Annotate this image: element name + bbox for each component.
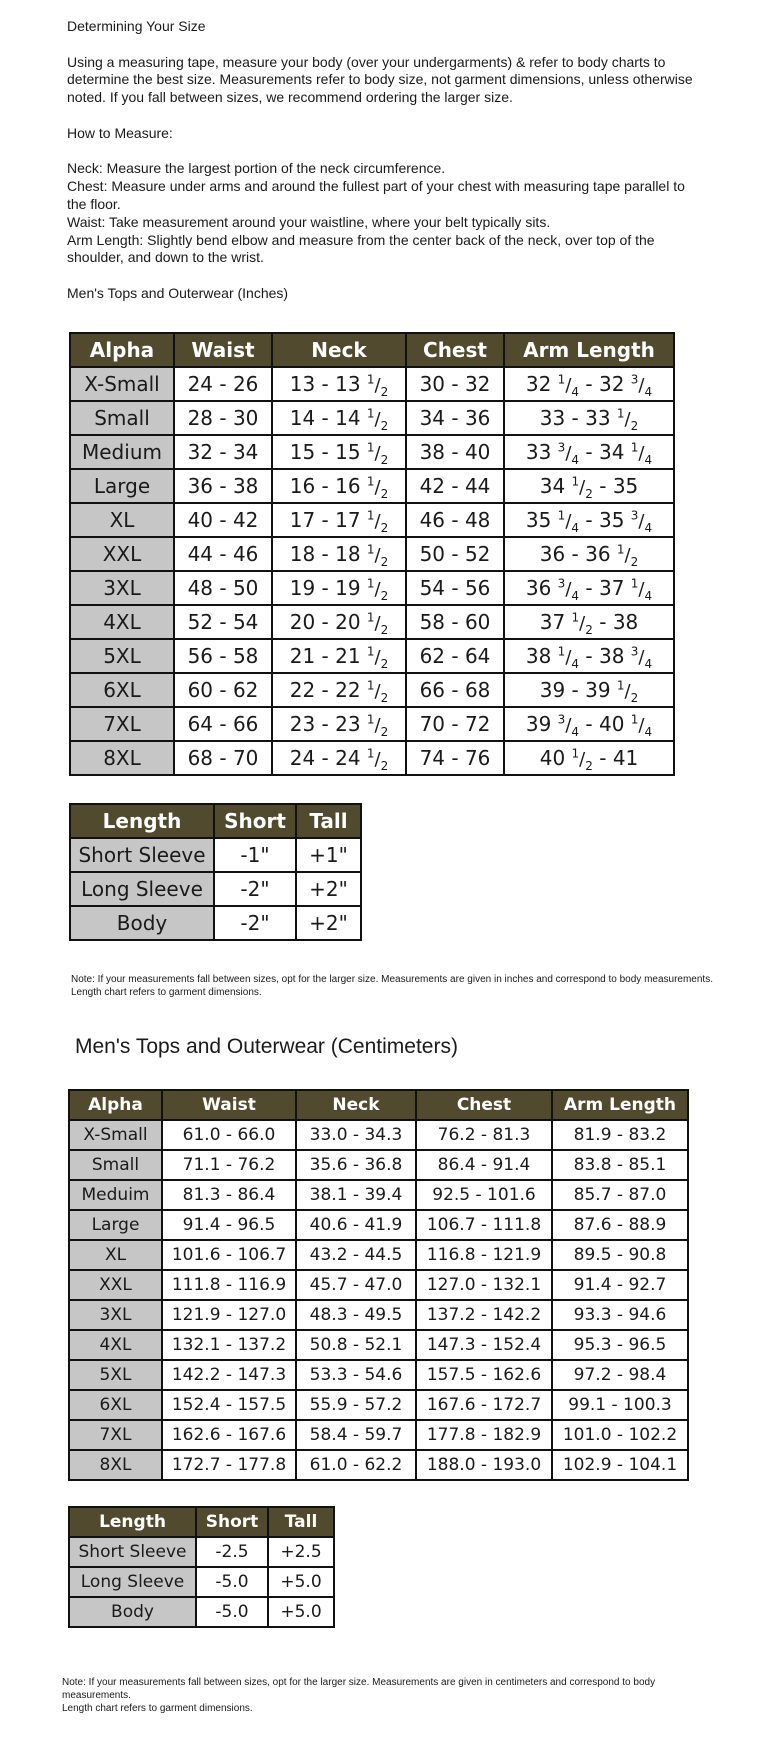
column-header: Tall (296, 804, 361, 838)
row-label: X-Small (69, 1120, 162, 1150)
row-label: XXL (70, 537, 174, 571)
row-label: 6XL (69, 1390, 162, 1420)
table-cell: 34 $^1/_2 - 35$ (504, 469, 674, 503)
table-cell: 40.6 - 41.9 (296, 1210, 416, 1240)
cm-length-table (68, 1506, 335, 1628)
column-header: Length (69, 1507, 196, 1537)
table-cell: 71.1 - 76.2 (162, 1150, 296, 1180)
how-to-measure-heading: How to Measure: (67, 124, 173, 141)
table-row (70, 571, 674, 605)
table-row (70, 906, 361, 940)
table-cell: 35 $^1/_4 - 35$ $^3/_4$ (504, 503, 674, 537)
table-cell: 172.7 - 177.8 (162, 1450, 296, 1480)
table-cell: 14 - 14 $^1/_2$ (272, 401, 406, 435)
table-cell: 40 $^1/_2 - 41$ (504, 741, 674, 775)
table-row (69, 1597, 334, 1627)
table-cell: 33 - 33 $^1/_2$ (504, 401, 674, 435)
table-cell: 89.5 - 90.8 (552, 1240, 688, 1270)
table-cell: 81.3 - 86.4 (162, 1180, 296, 1210)
table-cell: 167.6 - 172.7 (416, 1390, 552, 1420)
table-cell: 111.8 - 116.9 (162, 1270, 296, 1300)
table-cell: 38 $^1/_4 - 38$ $^3/_4$ (504, 639, 674, 673)
table-cell: 15 - 15 $^1/_2$ (272, 435, 406, 469)
table-row (69, 1180, 688, 1210)
table-cell: +2.5 (268, 1537, 334, 1567)
column-header: Short (196, 1507, 268, 1537)
inches-size-table (69, 332, 675, 776)
table-cell: 142.2 - 147.3 (162, 1360, 296, 1390)
table-cell: 61.0 - 62.2 (296, 1450, 416, 1480)
table-cell: 147.3 - 152.4 (416, 1330, 552, 1360)
row-label: Small (69, 1150, 162, 1180)
table-row (70, 367, 674, 401)
row-label: Meduim (69, 1180, 162, 1210)
table-cell: 54 - 56 (406, 571, 504, 605)
column-header: Alpha (70, 333, 174, 367)
row-label: Body (70, 906, 214, 940)
inches-chart-heading: Men's Tops and Outerwear (Inches) (67, 284, 289, 301)
table-row (70, 639, 674, 673)
table-cell: 99.1 - 100.3 (552, 1390, 688, 1420)
row-label: XL (70, 503, 174, 537)
table-cell: 19 - 19 $^1/_2$ (272, 571, 406, 605)
table-cell: 42 - 44 (406, 469, 504, 503)
table-row (70, 537, 674, 571)
row-label: 4XL (70, 605, 174, 639)
table-cell: -5.0 (196, 1567, 268, 1597)
waist-instruction: Waist: Take measurement around your waistline, where your belt typically sits. (67, 213, 551, 230)
table-cell: 50 - 52 (406, 537, 504, 571)
table-cell: +5.0 (268, 1597, 334, 1627)
table-cell: 50.8 - 52.1 (296, 1330, 416, 1360)
table-row (69, 1300, 688, 1330)
table-row (69, 1210, 688, 1240)
cm-size-table (68, 1089, 689, 1481)
table-cell: 93.3 - 94.6 (552, 1300, 688, 1330)
table-row (69, 1537, 334, 1567)
row-label: 7XL (69, 1420, 162, 1450)
table-row (70, 435, 674, 469)
table-cell: 45.7 - 47.0 (296, 1270, 416, 1300)
column-header: Waist (162, 1090, 296, 1120)
table-cell: 81.9 - 83.2 (552, 1120, 688, 1150)
table-cell: 36 - 36 $^1/_2$ (504, 537, 674, 571)
determining-size-heading: Determining Your Size (67, 18, 206, 34)
table-row (70, 741, 674, 775)
row-label: 7XL (70, 707, 174, 741)
table-cell: 91.4 - 92.7 (552, 1270, 688, 1300)
table-cell: 22 - 22 $^1/_2$ (272, 673, 406, 707)
table-row (69, 1420, 688, 1450)
table-cell: 58.4 - 59.7 (296, 1420, 416, 1450)
table-cell: 36 $^3/_4 - 37$ $^1/_4$ (504, 571, 674, 605)
table-row (70, 469, 674, 503)
table-row (70, 838, 361, 872)
table-row (69, 1360, 688, 1390)
table-cell: 137.2 - 142.2 (416, 1300, 552, 1330)
intro-section (67, 18, 707, 303)
table-row (69, 1330, 688, 1360)
table-row (69, 1450, 688, 1480)
table-row (70, 401, 674, 435)
table-cell: 48.3 - 49.5 (296, 1300, 416, 1330)
row-label: 4XL (69, 1330, 162, 1360)
inches-length-table (69, 803, 362, 941)
table-cell: -2" (214, 906, 296, 940)
table-row (70, 503, 674, 537)
row-label: X-Small (70, 367, 174, 401)
table-cell: 64 - 66 (174, 707, 272, 741)
table-cell: 121.9 - 127.0 (162, 1300, 296, 1330)
row-label: Medium (70, 435, 174, 469)
column-header: Length (70, 804, 214, 838)
table-cell: 85.7 - 87.0 (552, 1180, 688, 1210)
row-label: XL (69, 1240, 162, 1270)
table-cell: 38 - 40 (406, 435, 504, 469)
table-cell: 55.9 - 57.2 (296, 1390, 416, 1420)
table-cell: 101.6 - 106.7 (162, 1240, 296, 1270)
table-cell: 162.6 - 167.6 (162, 1420, 296, 1450)
row-label: 3XL (69, 1300, 162, 1330)
table-cell: 58 - 60 (406, 605, 504, 639)
table-header-row (69, 1090, 688, 1120)
table-cell: +5.0 (268, 1567, 334, 1597)
table-cell: 36 - 38 (174, 469, 272, 503)
column-header: Arm Length (552, 1090, 688, 1120)
table-cell: -1" (214, 838, 296, 872)
table-cell: 74 - 76 (406, 741, 504, 775)
row-label: 8XL (69, 1450, 162, 1480)
inches-note-line-1: Note: If your measurements fall between sizes, opt for the larger size. Measurements are given in inches and correspond to body measurements. (71, 974, 713, 985)
table-row (70, 605, 674, 639)
table-cell: 24 - 24 $^1/_2$ (272, 741, 406, 775)
row-label: 5XL (69, 1360, 162, 1390)
table-cell: 87.6 - 88.9 (552, 1210, 688, 1240)
cm-note (62, 1677, 662, 1715)
table-cell: 68 - 70 (174, 741, 272, 775)
table-row (70, 707, 674, 741)
table-cell: 16 - 16 $^1/_2$ (272, 469, 406, 503)
table-cell: -5.0 (196, 1597, 268, 1627)
table-cell: 32 - 34 (174, 435, 272, 469)
table-cell: 38.1 - 39.4 (296, 1180, 416, 1210)
table-cell: 18 - 18 $^1/_2$ (272, 537, 406, 571)
table-header-row (70, 333, 674, 367)
column-header: Short (214, 804, 296, 838)
cm-chart-heading: Men's Tops and Outerwear (Centimeters) (75, 1035, 458, 1058)
table-cell: 24 - 26 (174, 367, 272, 401)
table-cell: 43.2 - 44.5 (296, 1240, 416, 1270)
table-cell: 116.8 - 121.9 (416, 1240, 552, 1270)
table-cell: 66 - 68 (406, 673, 504, 707)
table-cell: 35.6 - 36.8 (296, 1150, 416, 1180)
table-row (69, 1150, 688, 1180)
table-cell: 34 - 36 (406, 401, 504, 435)
table-cell: 48 - 50 (174, 571, 272, 605)
table-cell: 56 - 58 (174, 639, 272, 673)
table-cell: 106.7 - 111.8 (416, 1210, 552, 1240)
table-cell: 83.8 - 85.1 (552, 1150, 688, 1180)
table-cell: 101.0 - 102.2 (552, 1420, 688, 1450)
table-cell: -2" (214, 872, 296, 906)
inches-note-line-2: Length chart refers to garment dimensions. (71, 986, 262, 998)
row-label: Short Sleeve (70, 838, 214, 872)
arm-length-instruction: Arm Length: Slightly bend elbow and measure from the center back of the neck, over top of the shoulder, and down to the wrist. (67, 231, 655, 266)
row-label: 8XL (70, 741, 174, 775)
row-label: Long Sleeve (70, 872, 214, 906)
table-row (69, 1390, 688, 1420)
table-cell: 46 - 48 (406, 503, 504, 537)
table-cell: 188.0 - 193.0 (416, 1450, 552, 1480)
table-cell: +1" (296, 838, 361, 872)
table-cell: 33 $^3/_4 - 34$ $^1/_4$ (504, 435, 674, 469)
table-cell: +2" (296, 872, 361, 906)
table-cell: -2.5 (196, 1537, 268, 1567)
table-cell: 97.2 - 98.4 (552, 1360, 688, 1390)
table-cell: 32 $^1/_4 - 32$ $^3/_4$ (504, 367, 674, 401)
column-header: Neck (296, 1090, 416, 1120)
table-cell: 52 - 54 (174, 605, 272, 639)
chest-instruction: Chest: Measure under arms and around the fullest part of your chest with measuring tape parallel to the floor. (67, 178, 685, 212)
row-label: Short Sleeve (69, 1537, 196, 1567)
table-row (69, 1270, 688, 1300)
table-cell: 62 - 64 (406, 639, 504, 673)
row-label: Large (70, 469, 174, 503)
table-cell: 30 - 32 (406, 367, 504, 401)
table-row (69, 1120, 688, 1150)
row-label: 6XL (70, 673, 174, 707)
table-cell: 53.3 - 54.6 (296, 1360, 416, 1390)
table-row (70, 872, 361, 906)
table-cell: 86.4 - 91.4 (416, 1150, 552, 1180)
table-cell: 60 - 62 (174, 673, 272, 707)
cm-note-line-2: Length chart refers to garment dimensions. (62, 1702, 253, 1714)
table-cell: 17 - 17 $^1/_2$ (272, 503, 406, 537)
table-cell: 76.2 - 81.3 (416, 1120, 552, 1150)
neck-instruction: Neck: Measure the largest portion of the neck circumference. (67, 160, 446, 177)
table-cell: 92.5 - 101.6 (416, 1180, 552, 1210)
table-cell: 177.8 - 182.9 (416, 1420, 552, 1450)
row-label: Large (69, 1210, 162, 1240)
row-label: Body (69, 1597, 196, 1627)
table-cell: +2" (296, 906, 361, 940)
table-cell: 39 - 39 $^1/_2$ (504, 673, 674, 707)
table-cell: 44 - 46 (174, 537, 272, 571)
table-cell: 61.0 - 66.0 (162, 1120, 296, 1150)
table-header-row (69, 1507, 334, 1537)
table-row (69, 1240, 688, 1270)
table-cell: 95.3 - 96.5 (552, 1330, 688, 1360)
table-cell: 13 - 13 $^1/_2$ (272, 367, 406, 401)
table-cell: 91.4 - 96.5 (162, 1210, 296, 1240)
table-cell: 33.0 - 34.3 (296, 1120, 416, 1150)
table-cell: 39 $^3/_4 - 40$ $^1/_4$ (504, 707, 674, 741)
row-label: Long Sleeve (69, 1567, 196, 1597)
table-row (69, 1567, 334, 1597)
column-header: Chest (406, 333, 504, 367)
table-cell: 40 - 42 (174, 503, 272, 537)
column-header: Neck (272, 333, 406, 367)
cm-note-line-1: Note: If your measurements fall between sizes, opt for the larger size. Measurements are given in centimeters and correspond to body measurements. (62, 1677, 656, 1701)
column-header: Alpha (69, 1090, 162, 1120)
table-header-row (70, 804, 361, 838)
table-cell: 20 - 20 $^1/_2$ (272, 605, 406, 639)
table-cell: 37 $^1/_2 - 38$ (504, 605, 674, 639)
table-row (70, 673, 674, 707)
column-header: Chest (416, 1090, 552, 1120)
table-cell: 28 - 30 (174, 401, 272, 435)
inches-note (71, 974, 721, 1000)
row-label: XXL (69, 1270, 162, 1300)
table-cell: 21 - 21 $^1/_2$ (272, 639, 406, 673)
table-cell: 23 - 23 $^1/_2$ (272, 707, 406, 741)
table-cell: 157.5 - 162.6 (416, 1360, 552, 1390)
table-cell: 132.1 - 137.2 (162, 1330, 296, 1360)
row-label: 3XL (70, 571, 174, 605)
table-cell: 127.0 - 132.1 (416, 1270, 552, 1300)
row-label: Small (70, 401, 174, 435)
row-label: 5XL (70, 639, 174, 673)
table-cell: 102.9 - 104.1 (552, 1450, 688, 1480)
column-header: Waist (174, 333, 272, 367)
table-cell: 152.4 - 157.5 (162, 1390, 296, 1420)
intro-paragraph: Using a measuring tape, measure your body (over your undergarments) & refer to body charts to determine the best size. Measurements refer to body size, not garment dimensions, unless otherwise noted. If you fall between sizes, we recommend ordering the larger size. (67, 53, 693, 106)
column-header: Tall (268, 1507, 334, 1537)
column-header: Arm Length (504, 333, 674, 367)
table-cell: 70 - 72 (406, 707, 504, 741)
